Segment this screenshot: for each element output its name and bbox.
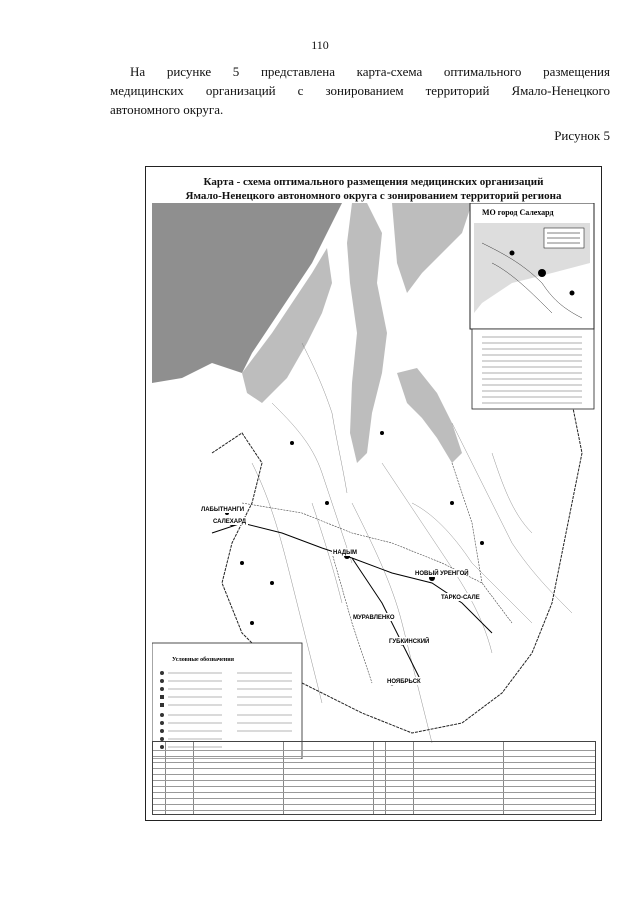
map-title-line: Ямало-Ненецкого автономного округа с зонированием территорий региона (185, 190, 562, 202)
map-title (146, 175, 601, 203)
place-label: НОЯБРЬСК (387, 679, 421, 685)
place-label: МУРАВЛЕНКО (353, 615, 395, 621)
organizations-table (152, 741, 596, 815)
place-label: НАДЫМ (333, 550, 358, 556)
place-label: НОВЫЙ УРЕНГОЙ (415, 571, 469, 577)
map-title-line: Карта - схема оптимального размещения медицинских организаций (203, 176, 544, 188)
paragraph-line: медицинских организаций с зонированием территорий Ямало-Ненецкого (110, 83, 610, 98)
place-label: ГУБКИНСКИЙ (389, 639, 430, 645)
inset-title: МО город Салехард (482, 208, 554, 217)
place-label: ТАРКО-САЛЕ (441, 595, 480, 601)
body-paragraph (110, 62, 610, 119)
inset-map (470, 203, 594, 329)
paragraph-line: автономного округа. (110, 102, 224, 117)
place-label: ЛАБЫТНАНГИ (201, 507, 245, 513)
figure-label: Рисунок 5 (554, 128, 610, 143)
legend-title: Условные обозначения (172, 657, 234, 663)
map-figure (145, 166, 602, 821)
map-image (152, 203, 596, 759)
legend-right (472, 329, 594, 409)
page-number: 110 (311, 38, 329, 52)
paragraph-line: На рисунке 5 представлена карта-схема оптимального размещения (130, 64, 610, 79)
place-label: САЛЕХАРД (213, 519, 247, 525)
